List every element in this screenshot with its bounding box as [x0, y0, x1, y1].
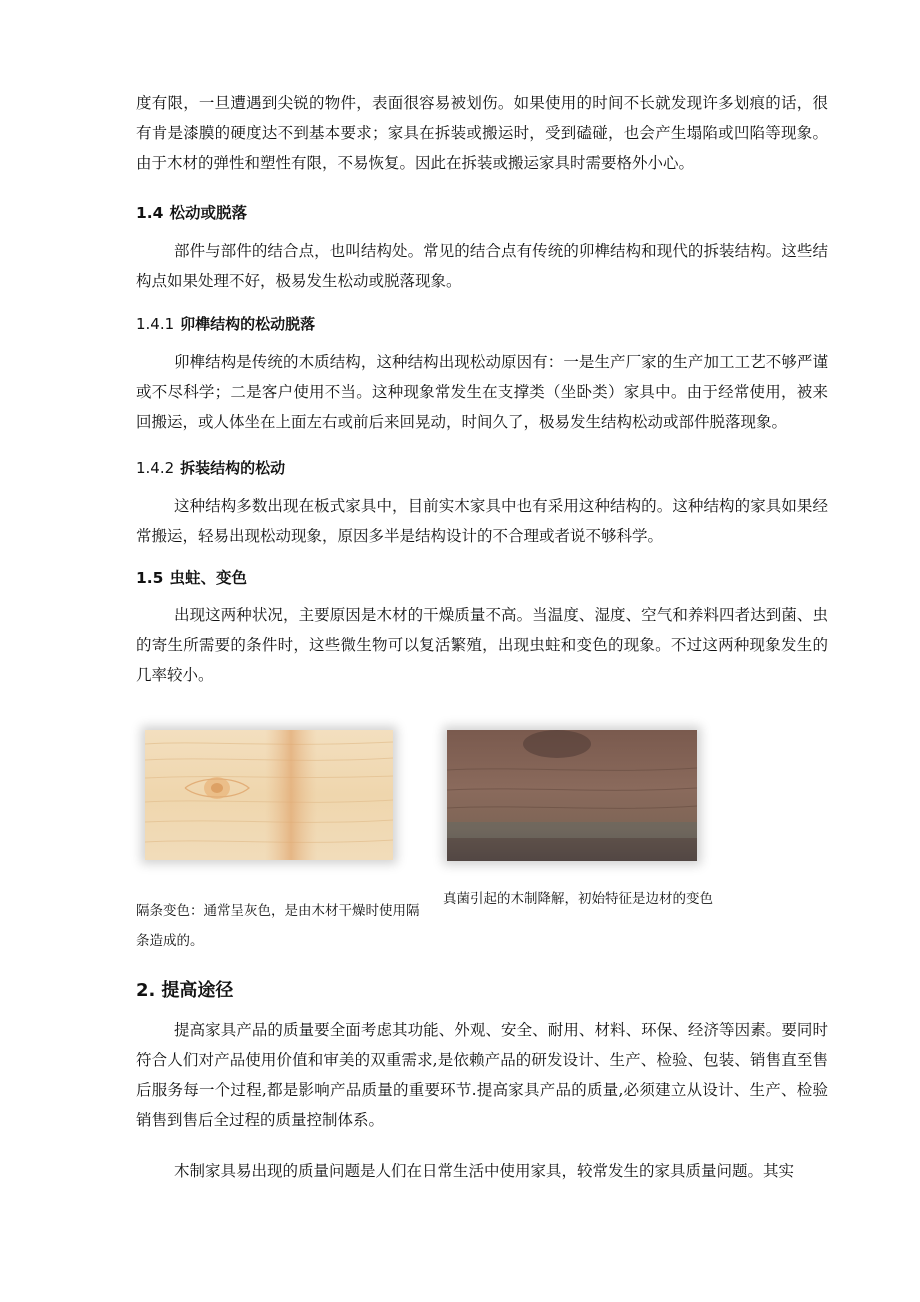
heading-text: 卯榫结构的松动脱落	[180, 315, 316, 333]
right-caption: 真菌引起的木制降解，初始特征是边材的变色	[443, 891, 713, 907]
heading-1-5	[136, 566, 247, 590]
heading-number: 1.4	[136, 204, 164, 222]
heading-text: 提高途径	[161, 980, 234, 1001]
heading-text: 拆装结构的松动	[180, 459, 286, 477]
heading-text: 虫蛀、变色	[169, 568, 247, 587]
heading-text: 松动或脱落	[169, 203, 247, 222]
left-caption: 隔条变色：通常呈灰色，是由木材干燥时使用隔条造成的。	[136, 903, 420, 949]
dark-wood-photo	[447, 730, 697, 861]
heading-1-4-2	[136, 456, 285, 480]
heading-number: 2.	[136, 980, 156, 1001]
heading-1-4	[136, 201, 247, 225]
paragraph-intro: 度有限，一旦遭遇到尖锐的物件，表面很容易被划伤。如果使用的时间不长就发现许多划痕的话，很有肯是漆膜的硬度达不到基本要求；家具在拆装或搬运时，受到磕碰，也会产生塌陷或凹陷等现象。由于木材的弹性和塑性有限，不易恢复。因此在拆装或搬运家具时需要格外小心。	[136, 94, 828, 172]
paragraph-1-4-2: 这种结构多数出现在板式家具中，目前实木家具中也有采用这种结构的。这种结构的家具如果经常搬运，轻易出现松动现象，原因多半是结构设计的不合理或者说不够科学。	[136, 497, 828, 545]
heading-number: 1.4.2	[136, 459, 175, 477]
heading-1-4-1	[136, 312, 315, 336]
light-wood-image	[145, 730, 393, 860]
dark-wood-image	[447, 730, 697, 861]
paragraph-1-4-1: 卯榫结构是传统的木质结构，这种结构出现松动原因有：一是生产厂家的生产加工工艺不够严谨或不尽科学；二是客户使用不当。这种现象常发生在支撑类（坐卧类）家具中。由于经常使用，被来回搬运，或人体坐在上面左右或前后来回晃动，时间久了，极易发生结构松动或部件脱落现象。	[136, 353, 828, 431]
heading-number: 1.4.1	[136, 315, 175, 333]
heading-2	[136, 978, 233, 1004]
paragraph-1-5: 出现这两种状况，主要原因是木材的干燥质量不高。当温度、湿度、空气和养料四者达到菌、虫的寄生所需要的条件时，这些微生物可以复活繁殖，出现虫蛀和变色的现象。不过这两种现象发生的几率较小。	[136, 606, 828, 684]
paragraph-1-4: 部件与部件的结合点，也叫结构处。常见的结合点有传统的卯榫结构和现代的拆装结构。这些结构点如果处理不好，极易发生松动或脱落现象。	[136, 242, 828, 290]
heading-number: 1.5	[136, 569, 164, 587]
paragraph-2b: 木制家具易出现的质量问题是人们在日常生活中使用家具，较常发生的家具质量问题。其实	[174, 1162, 795, 1180]
paragraph-2a: 提高家具产品的质量要全面考虑其功能、外观、安全、耐用、材料、环保、经济等因素。要同时符合人们对产品使用价值和审美的双重需求,是依赖产品的研发设计、生产、检验、包装、销售直至售后服务每一个过程,都是影响产品质量的重要环节.提高家具产品的质量,必须建立从设计、生产、检验销售到售后全过程的质量控制体系。	[136, 1021, 828, 1129]
light-wood-photo	[145, 730, 393, 860]
